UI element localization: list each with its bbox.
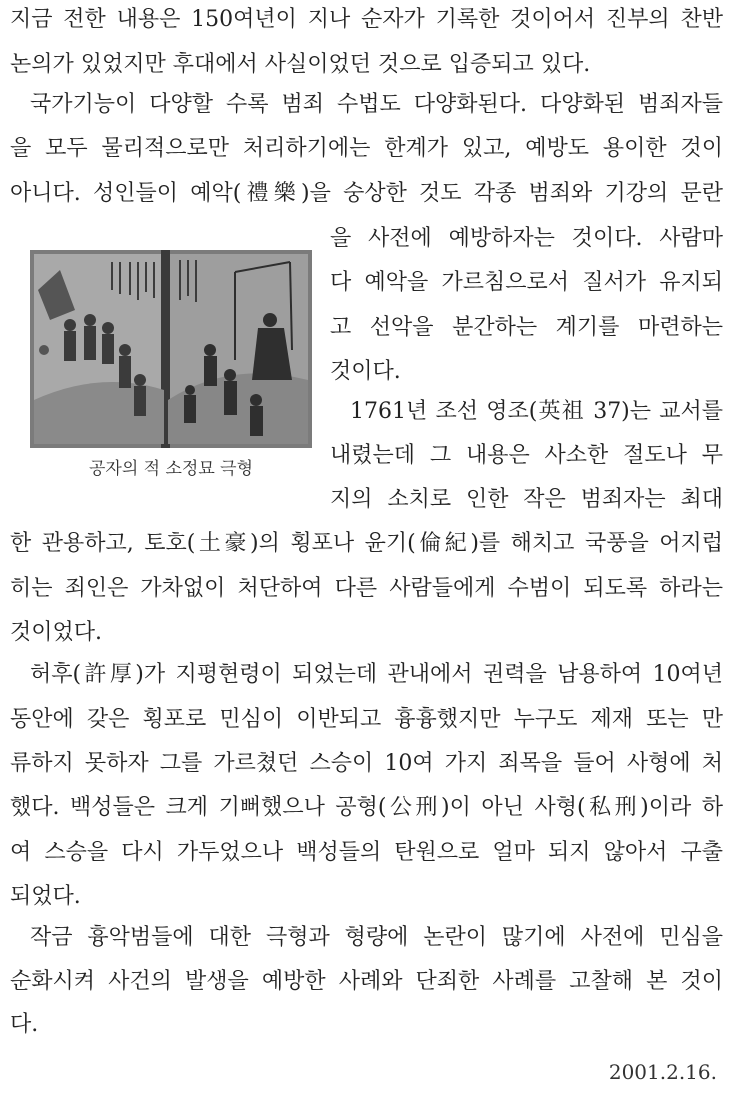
figure-caption: 공자의 적 소정묘 극형 [88, 459, 253, 479]
text-line: 여 스승을 다시 가두었으나 백성들의 탄원으로 얼마 되지 않아서 구출 [10, 840, 723, 865]
text-line: 고 선악을 분간하는 계기를 마련하는 [330, 315, 723, 340]
text-line: 히는 죄인은 가차없이 처단하여 다른 사람들에게 수범이 되도록 하라는 [10, 576, 723, 601]
text-line: 아니다. 성인들이 예악(禮樂)을 숭상한 것도 각종 범죄와 기강의 문란 [10, 181, 723, 206]
text-line: 류하지 못하자 그를 가르쳤던 스승이 10여 가지 죄목을 들어 사형에 처 [10, 751, 723, 776]
text-line: 내렸는데 그 내용은 사소한 절도나 무 [330, 443, 723, 468]
document-date: 2001.2.16. [608, 1060, 717, 1084]
text-line: 다 예악을 가르침으로서 질서가 유지되 [330, 270, 723, 295]
text-line: 지금 전한 내용은 150여년이 지나 순자가 기록한 것이어서 진부의 찬반 [10, 7, 723, 32]
text-line: 했다. 백성들은 크게 기뻐했으나 공형(公刑)이 아닌 사형(私刑)이라 하 [10, 795, 723, 820]
text-line: 허후(許厚)가 지평현령이 되었는데 관내에서 권력을 남용하여 10여년 [30, 662, 723, 687]
text-line: 작금 흉악범들에 대한 극형과 형량에 논란이 많기에 사전에 민심을 [30, 925, 723, 950]
text-line: 되었다. [10, 884, 81, 909]
text-line: 1761년 조선 영조(英祖 37)는 교서를 [350, 399, 723, 424]
illustration-icon [30, 250, 312, 448]
text-line: 것이다. [330, 359, 401, 384]
text-line: 논의가 있었지만 후대에서 사실이었던 것으로 입증되고 있다. [10, 52, 591, 77]
text-line: 한 관용하고, 토호(土豪)의 횡포나 윤기(倫紀)를 해치고 국풍을 어지럽 [10, 531, 723, 556]
text-line: 것이었다. [10, 620, 103, 645]
text-line: 을 모두 물리적으로만 처리하기에는 한계가 있고, 예방도 용이한 것이 [10, 136, 723, 161]
text-line: 지의 소치로 인한 작은 범죄자는 최대 [330, 487, 723, 512]
illustrated-book-page-image [30, 250, 312, 448]
text-line: 다. [10, 1012, 39, 1037]
text-line: 을 사전에 예방하자는 것이다. 사람마 [330, 226, 723, 251]
text-line: 국가기능이 다양할 수록 범죄 수법도 다양화된다. 다양화된 범죄자들 [30, 92, 723, 117]
text-line: 순화시켜 사건의 발생을 예방한 사례와 단죄한 사례를 고찰해 본 것이 [10, 969, 723, 994]
text-line: 동안에 갖은 횡포로 민심이 이반되고 흉흉했지만 누구도 제재 또는 만 [10, 707, 723, 732]
